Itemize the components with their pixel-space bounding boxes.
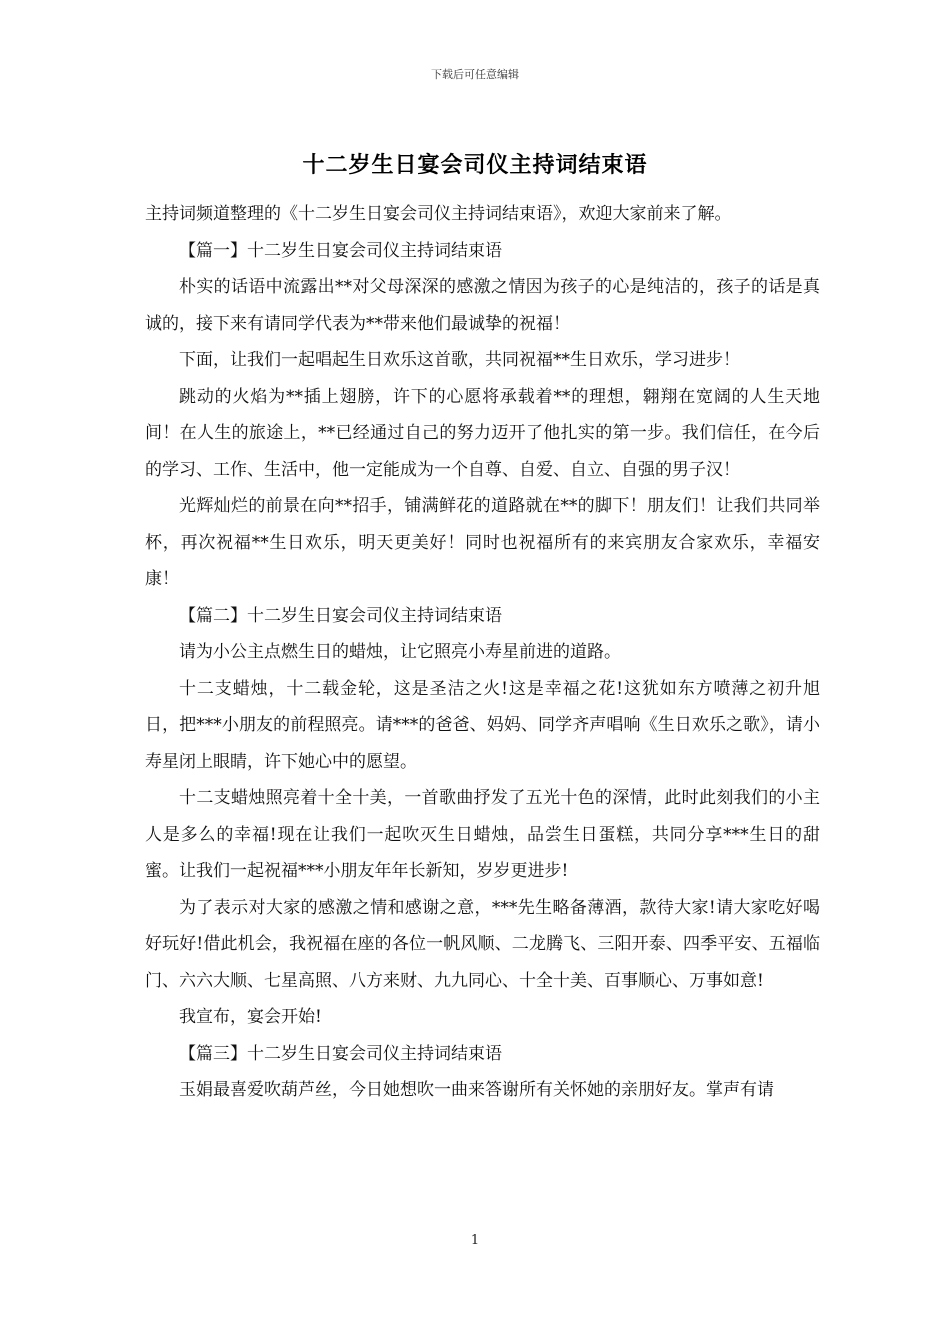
paragraph: 下面，让我们一起唱起生日欢乐这首歌，共同祝福**生日欢乐，学习进步！: [179, 350, 740, 370]
paragraph: 朴实的话语中流露出**对父母深深的感激之情因为孩子的心是纯洁的，孩子的话是真诚的，接下来有请同学代表为**带来他们最诚挚的祝福！: [145, 277, 820, 334]
paragraph: 我宣布，宴会开始!: [179, 1007, 322, 1027]
section-heading-3: 【篇三】十二岁生日宴会司仪主持词结束语: [179, 1043, 502, 1064]
paragraph: 请为小公主点燃生日的蜡烛，让它照亮小寿星前进的道路。: [179, 642, 621, 662]
page-number: 1: [470, 1233, 480, 1248]
paragraph: 跳动的火焰为**插上翅膀，许下的心愿将承载着**的理想，翱翔在宽阔的人生天地间！在人生的旅途上，**已经通过自己的努力迈开了他扎实的第一步。我们信任，在今后的学习、工作、生活中，他一定能成为一个自尊、自爱、自立、自强的男子汉！: [145, 386, 820, 480]
section-heading-1: 【篇一】十二岁生日宴会司仪主持词结束语: [179, 240, 502, 261]
document-body: [145, 196, 820, 1109]
paragraph: 玉娟最喜爱吹葫芦丝，今日她想吹一曲来答谢所有关怀她的亲朋好友。掌声有请: [179, 1080, 774, 1100]
section-heading-2: 【篇二】十二岁生日宴会司仪主持词结束语: [179, 605, 502, 626]
paragraph: 十二支蜡烛，十二载金轮，这是圣洁之火!这是幸福之花!这犹如东方喷薄之初升旭日，把***小朋友的前程照亮。请***的爸爸、妈妈、同学齐声唱响《生日欢乐之歌》，请小寿星闭上眼睛，许下她心中的愿望。: [145, 678, 820, 772]
intro-paragraph: 主持词频道整理的《十二岁生日宴会司仪主持词结束语》，欢迎大家前来了解。: [145, 204, 732, 224]
paragraph: 为了表示对大家的感激之情和感谢之意，***先生略备薄酒，款待大家!请大家吃好喝好玩好!借此机会，我祝福在座的各位一帆风顺、二龙腾飞、三阳开泰、四季平安、五福临门、六六大顺、七星高照、八方来财、九九同心、十全十美、百事顺心、万事如意!: [145, 897, 820, 991]
header-note: 下载后可任意编辑: [431, 68, 519, 81]
paragraph: 光辉灿烂的前景在向**招手，铺满鲜花的道路就在**的脚下！朋友们！让我们共同举杯，再次祝福**生日欢乐，明天更美好！同时也祝福所有的来宾朋友合家欢乐，幸福安康！: [145, 496, 820, 589]
document-title: 十二岁生日宴会司仪主持词结束语: [302, 152, 648, 178]
paragraph: 十二支蜡烛照亮着十全十美，一首歌曲抒发了五光十色的深情，此时此刻我们的小主人是多么的幸福!现在让我们一起吹灭生日蜡烛，品尝生日蛋糕，共同分享***生日的甜蜜。让我们一起祝福***小朋友年年长新知，岁岁更进步!: [145, 788, 820, 881]
